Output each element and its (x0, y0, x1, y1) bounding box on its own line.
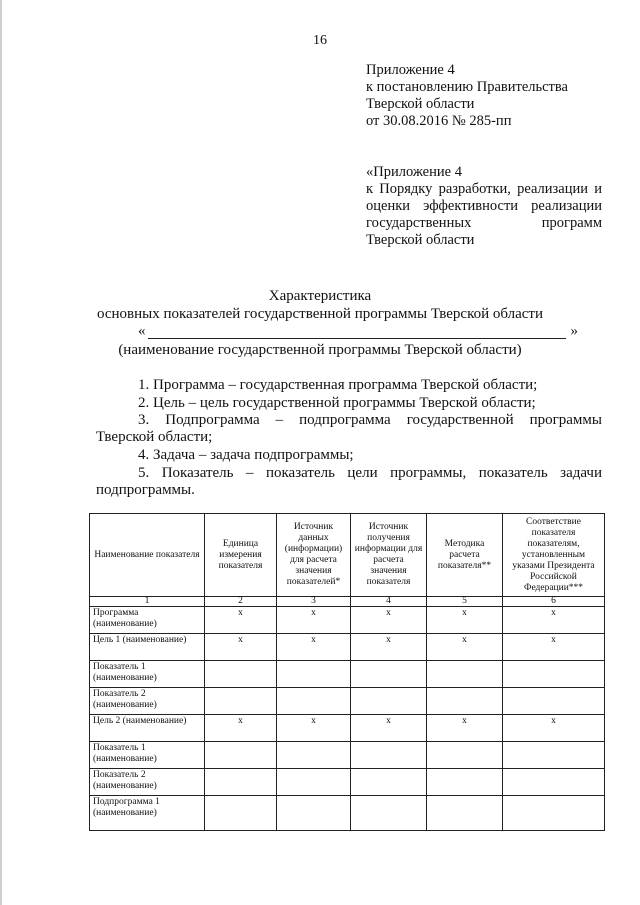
page-number: 16 (313, 33, 327, 48)
table-cell (503, 769, 605, 796)
row-name: Цель 1 (наименование) (90, 634, 205, 661)
table-cell (351, 769, 427, 796)
table-row (90, 796, 605, 831)
table-row (90, 634, 605, 661)
table-cell: x (351, 607, 427, 634)
table-header-cell: Единица измерения показателя (205, 514, 277, 597)
table-header-cell: Наименование показателя (90, 514, 205, 597)
appendix-quote-line: к Порядку разработки, реализации и (366, 181, 602, 197)
table-cell (427, 688, 503, 715)
table-row (90, 742, 605, 769)
table-cell (351, 688, 427, 715)
column-number: 6 (503, 597, 605, 607)
table-header-row (90, 514, 605, 597)
row-name: Показатель 1 (наименование) (90, 742, 205, 769)
table-row (90, 769, 605, 796)
table-row (90, 715, 605, 742)
appendix-line: Приложение 4 (366, 62, 455, 78)
table-header-cell: Методика расчета показателя** (427, 514, 503, 597)
table-cell (277, 769, 351, 796)
table-cell (205, 769, 277, 796)
column-number: 2 (205, 597, 277, 607)
table-cell (351, 796, 427, 831)
table-cell (205, 688, 277, 715)
table-cell (503, 742, 605, 769)
table-row (90, 607, 605, 634)
document-title: Характеристика (268, 288, 372, 304)
quote-open: « (138, 323, 146, 339)
table-cell (277, 688, 351, 715)
indicators-table (89, 513, 605, 831)
appendix-line: к постановлению Правительства (366, 79, 568, 95)
table-header-cell: Источник данных (информации) для расчета значения показателей* (277, 514, 351, 597)
table-cell: x (427, 607, 503, 634)
table-cell (277, 796, 351, 831)
blank-underline (148, 338, 566, 339)
table-cell (205, 796, 277, 831)
program-name-caption: (наименование государственной программы Тверской области) (118, 342, 522, 358)
table-number-row (90, 597, 605, 607)
definition-item-continued: подпрограммы. (96, 482, 195, 498)
appendix-line: Тверской области (366, 96, 475, 112)
appendix-header (366, 62, 568, 130)
table-cell (503, 661, 605, 688)
table-cell: x (277, 634, 351, 661)
row-name: Программа (наименование) (90, 607, 205, 634)
definition-item-continued: Тверской области; (96, 429, 213, 445)
table-cell: x (351, 634, 427, 661)
appendix-quote-line: государственных программ (366, 215, 602, 231)
table-cell: x (205, 607, 277, 634)
appendix-quote-line: «Приложение 4 (366, 164, 462, 180)
table-cell: x (277, 607, 351, 634)
table-cell: x (277, 715, 351, 742)
table-cell (427, 796, 503, 831)
table-row (90, 661, 605, 688)
table-cell (427, 661, 503, 688)
appendix-quote (366, 164, 602, 249)
table-cell: x (503, 715, 605, 742)
table-cell: x (205, 715, 277, 742)
table-cell (351, 661, 427, 688)
table-cell (427, 742, 503, 769)
definition-item: 4. Задача – задача подпрограммы; (138, 447, 354, 463)
table-cell: x (427, 715, 503, 742)
table-cell: x (503, 607, 605, 634)
scan-edge (0, 0, 2, 905)
table-cell (427, 769, 503, 796)
table-cell (277, 742, 351, 769)
row-name: Цель 2 (наименование) (90, 715, 205, 742)
table-cell (503, 796, 605, 831)
table-cell: x (503, 634, 605, 661)
definition-item: 5. Показатель – показатель цели программы, показатель задачи (138, 465, 602, 481)
table-cell (503, 688, 605, 715)
table-cell (351, 742, 427, 769)
document-subtitle: основных показателей государственной программы Тверской области (96, 306, 544, 322)
table-row (90, 688, 605, 715)
definition-item: 1. Программа – государственная программа Тверской области; (138, 377, 538, 393)
appendix-line: от 30.08.2016 № 285-пп (366, 113, 512, 129)
table-header-cell: Соответствие показателя показателям, установленным указами Президента Российской Федерации*** (503, 514, 605, 597)
row-name: Показатель 2 (наименование) (90, 688, 205, 715)
table-cell: x (427, 634, 503, 661)
column-number: 4 (351, 597, 427, 607)
column-number: 5 (427, 597, 503, 607)
row-name: Показатель 1 (наименование) (90, 661, 205, 688)
column-number: 3 (277, 597, 351, 607)
quote-close: » (570, 323, 578, 339)
table-header-cell: Источник получения информации для расчета значения показателя (351, 514, 427, 597)
table-cell: x (351, 715, 427, 742)
column-number: 1 (90, 597, 205, 607)
table-cell: x (205, 634, 277, 661)
appendix-quote-line: Тверской области (366, 232, 475, 248)
row-name: Показатель 2 (наименование) (90, 769, 205, 796)
row-name: Подпрограмма 1 (наименование) (90, 796, 205, 831)
program-name-blank (138, 323, 578, 341)
definition-item: 3. Подпрограмма – подпрограмма государственной программы (138, 412, 602, 428)
table-cell (205, 661, 277, 688)
table-cell (205, 742, 277, 769)
table-cell (277, 661, 351, 688)
appendix-quote-line: оценки эффективности реализации (366, 198, 602, 214)
definition-item: 2. Цель – цель государственной программы Тверской области; (138, 395, 536, 411)
